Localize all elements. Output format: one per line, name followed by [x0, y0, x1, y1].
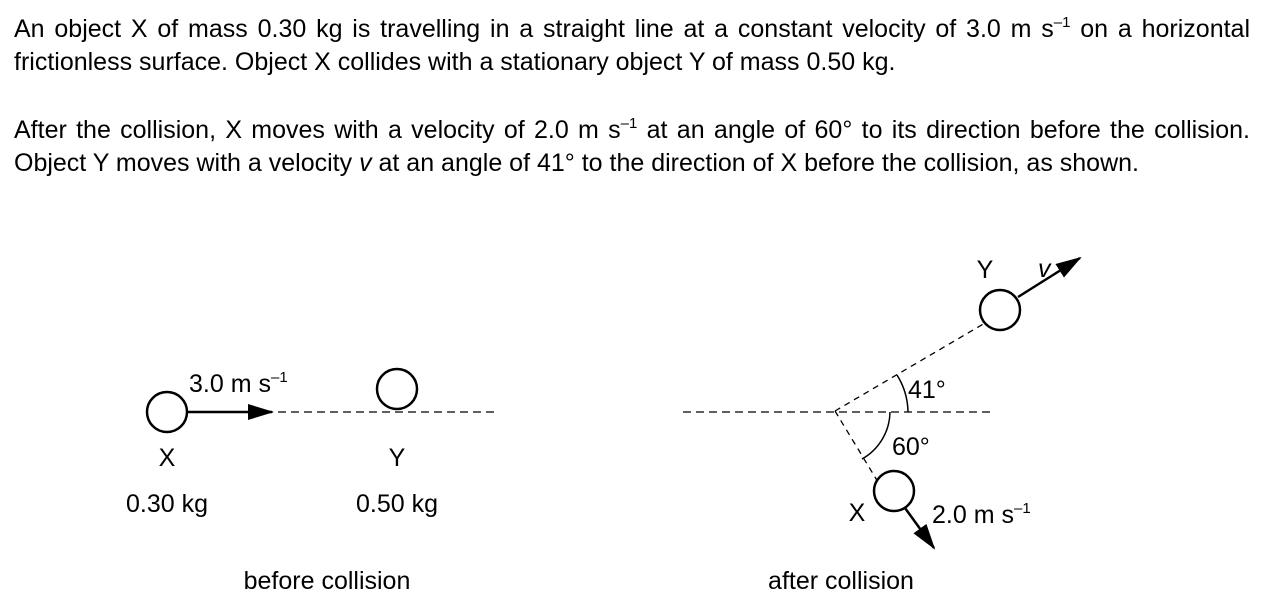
para1-unit-exponent: –1 — [1053, 14, 1071, 31]
before-object-x — [147, 392, 187, 432]
after-object-y — [980, 290, 1020, 330]
after-x-velocity-arrow — [905, 508, 934, 548]
before-y-label: Y — [388, 444, 406, 472]
after-collision-diagram — [683, 255, 1080, 595]
para1-text-1: An object X of mass 0.30 kg is travelling in a straight line at a constant velocity of 3.0 m s — [14, 15, 1054, 43]
para2-text-1: After the collision, X moves with a velocity of 2.0 m s — [14, 116, 621, 144]
before-caption: before collision — [243, 567, 411, 595]
before-object-y — [377, 369, 417, 409]
before-y-mass: 0.50 kg — [355, 490, 439, 518]
before-x-mass: 0.30 kg — [125, 490, 209, 518]
para2-text-3: at an angle of 41° to the direction of X before the collision, as shown. — [371, 149, 1139, 177]
para2-text-2: at an angle of 60° to its direction before the collision. Object Y moves with a velocity — [14, 116, 1250, 177]
after-x-velocity-exponent: –1 — [1013, 500, 1031, 517]
after-x-label: X — [848, 499, 866, 527]
angle-60-label: 60° — [892, 433, 930, 461]
after-x-velocity-label — [932, 500, 1031, 529]
angle-arc-41 — [897, 375, 908, 412]
para2-variable-v: v — [359, 149, 372, 177]
after-x-velocity-value: 2.0 m s — [932, 501, 1014, 529]
before-collision-diagram — [126, 369, 495, 595]
after-caption: after collision — [768, 567, 914, 595]
after-x-path-dashed-line — [835, 411, 878, 482]
angle-arc-60 — [862, 412, 890, 459]
before-velocity-label — [189, 369, 288, 398]
before-velocity-value: 3.0 m s — [189, 370, 271, 398]
after-y-label: Y — [976, 256, 994, 284]
after-object-x — [874, 471, 914, 511]
after-v-label: v — [1038, 255, 1051, 283]
before-x-label: X — [158, 444, 176, 472]
para2-unit-exponent: –1 — [620, 115, 638, 132]
before-velocity-exponent: –1 — [270, 369, 288, 386]
angle-41-label: 41° — [908, 376, 946, 404]
para1-text-2: on a horizontal frictionless surface. Object X collides with a stationary object Y of mass 0.50 kg. — [14, 15, 1250, 76]
